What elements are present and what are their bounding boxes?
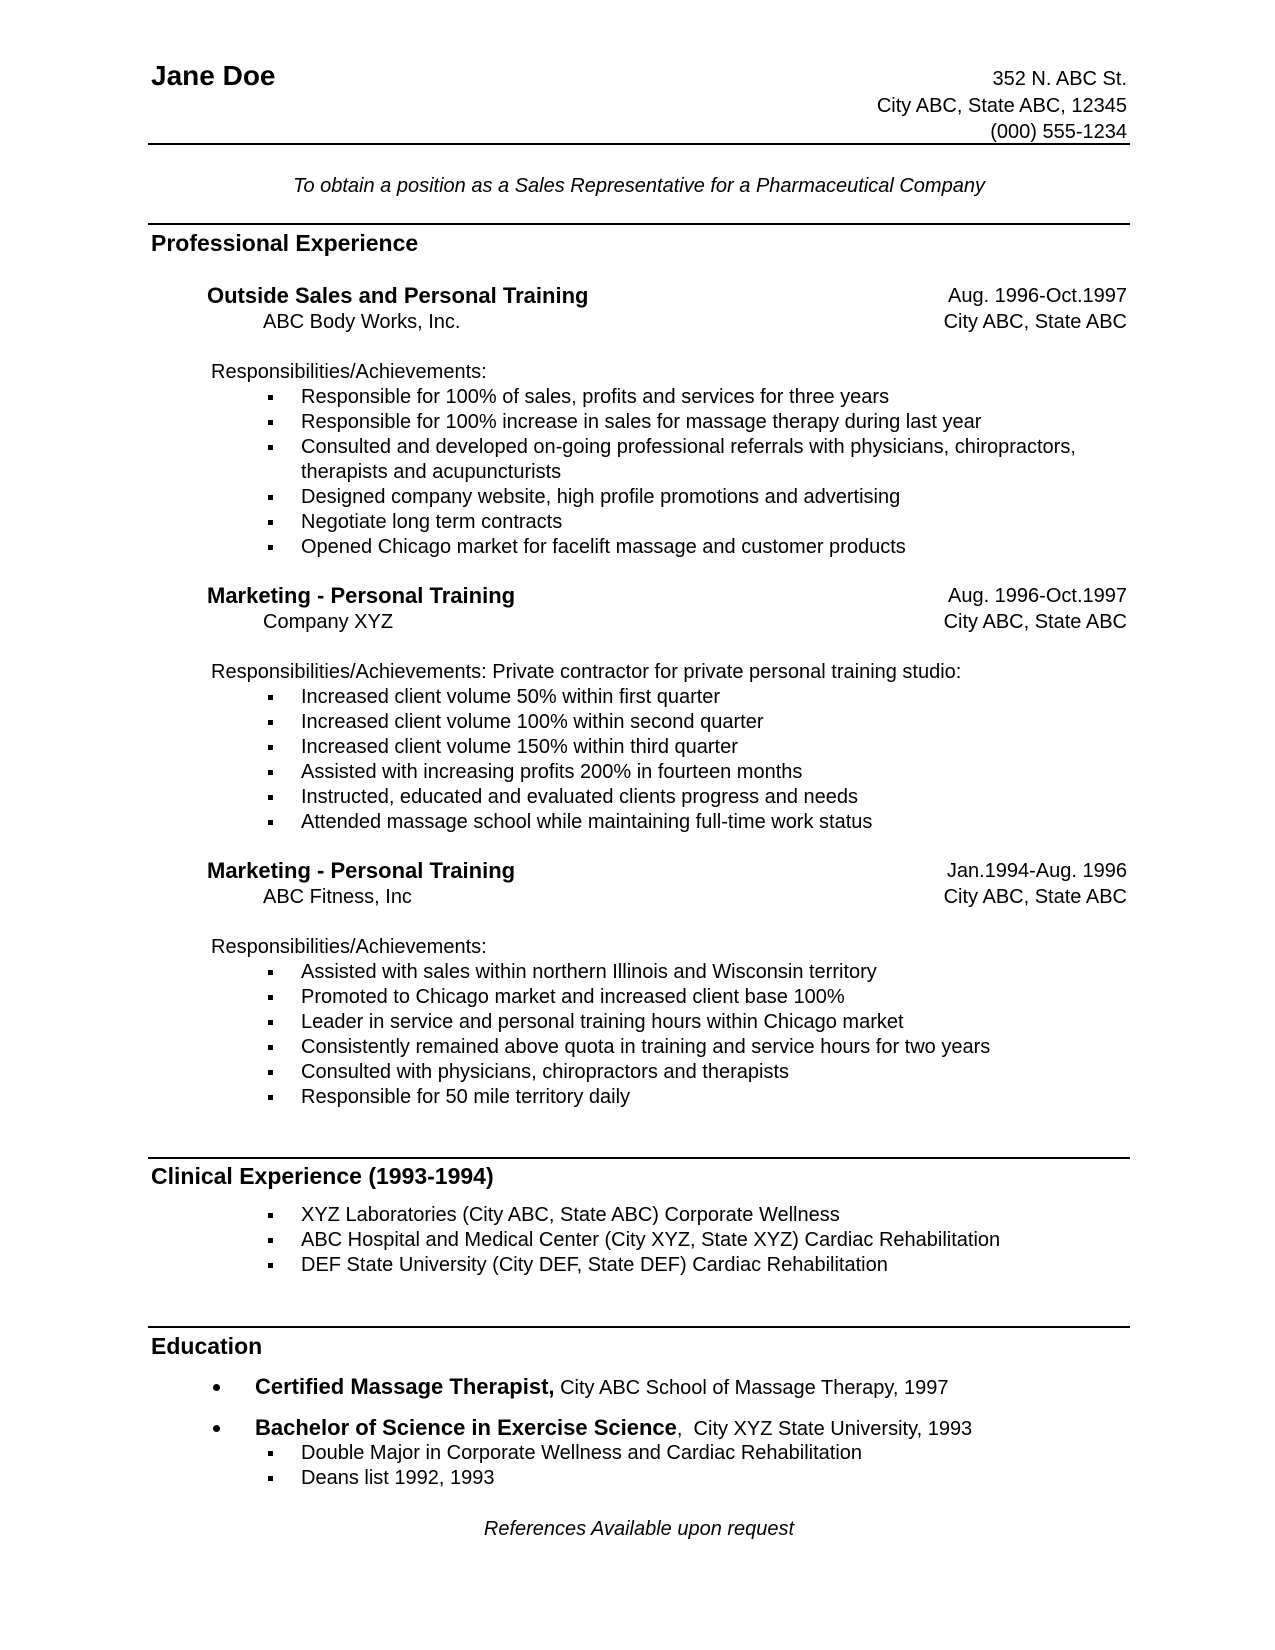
- job-location: City ABC, State ABC: [943, 311, 1127, 333]
- bullet-square-icon: [268, 770, 273, 775]
- bullet-square-icon: [268, 420, 273, 425]
- company-name: Company XYZ: [263, 611, 394, 633]
- references-note: References Available upon request: [483, 1518, 795, 1540]
- job-title: Marketing - Personal Training: [207, 583, 516, 608]
- education-item: [255, 1416, 972, 1441]
- address-line1: 352 N. ABC St.: [992, 68, 1127, 90]
- company-name: ABC Fitness, Inc: [263, 886, 412, 908]
- list-item: Responsible for 50 mile territory daily: [301, 1086, 631, 1108]
- list-item: Instructed, educated and evaluated clients progress and needs: [301, 786, 859, 808]
- degree-detail: , City XYZ State University, 1993: [676, 1418, 973, 1440]
- list-item: Assisted with sales within northern Illinois and Wisconsin territory: [301, 961, 877, 983]
- bullet-square-icon: [268, 1238, 273, 1243]
- section-divider: [148, 1326, 1130, 1328]
- bullet-square-icon: [268, 795, 273, 800]
- bullet-square-icon: [268, 745, 273, 750]
- bullet-square-icon: [268, 720, 273, 725]
- bullet-square-icon: [268, 820, 273, 825]
- list-item: Designed company website, high profile promotions and advertising: [301, 486, 901, 508]
- section-heading-professional: Professional Experience: [151, 230, 419, 256]
- section-divider: [148, 1157, 1130, 1159]
- list-item: therapists and acupuncturists: [301, 461, 562, 483]
- bullet-square-icon: [268, 995, 273, 1000]
- list-item: Deans list 1992, 1993: [301, 1467, 495, 1489]
- bullet-square-icon: [268, 1045, 273, 1050]
- education-item: [255, 1375, 948, 1400]
- list-item: Increased client volume 50% within first quarter: [301, 686, 721, 708]
- list-item: ABC Hospital and Medical Center (City XYZ, State XYZ) Cardiac Rehabilitation: [301, 1229, 1001, 1251]
- phone-number: (000) 555-1234: [990, 121, 1127, 143]
- job-location: City ABC, State ABC: [943, 886, 1127, 908]
- bullet-square-icon: [268, 1263, 273, 1268]
- bullet-square-icon: [268, 1095, 273, 1100]
- bullet-square-icon: [268, 520, 273, 525]
- degree-name: Certified Massage Therapist,: [255, 1374, 555, 1399]
- section-heading-clinical: Clinical Experience (1993-1994): [151, 1163, 494, 1189]
- applicant-name: Jane Doe: [151, 60, 276, 91]
- list-item: Responsible for 100% increase in sales for massage therapy during last year: [301, 411, 982, 433]
- bullet-square-icon: [268, 495, 273, 500]
- degree-detail: City ABC School of Massage Therapy, 1997: [554, 1377, 949, 1399]
- list-item: Opened Chicago market for facelift massage and customer products: [301, 536, 906, 558]
- list-item: Leader in service and personal training hours within Chicago market: [301, 1011, 904, 1033]
- job-dates: Aug. 1996-Oct.1997: [947, 585, 1127, 607]
- objective: To obtain a position as a Sales Representative for a Pharmaceutical Company: [293, 175, 985, 197]
- list-item: Increased client volume 150% within third quarter: [301, 736, 738, 758]
- list-item: Consulted and developed on-going professional referrals with physicians, chiropractors,: [301, 436, 1076, 458]
- job-location: City ABC, State ABC: [943, 611, 1127, 633]
- list-item: Increased client volume 100% within second quarter: [301, 711, 764, 733]
- bullet-square-icon: [268, 1476, 273, 1481]
- list-item: Responsible for 100% of sales, profits and services for three years: [301, 386, 890, 408]
- company-name: ABC Body Works, Inc.: [263, 311, 461, 333]
- bullet-square-icon: [268, 395, 273, 400]
- job-title: Marketing - Personal Training: [207, 858, 516, 883]
- section-heading-education: Education: [151, 1333, 263, 1359]
- bullet-square-icon: [268, 970, 273, 975]
- job-dates: Aug. 1996-Oct.1997: [947, 285, 1127, 307]
- list-item: Consulted with physicians, chiropractors and therapists: [301, 1061, 790, 1083]
- list-item: DEF State University (City DEF, State DEF) Cardiac Rehabilitation: [301, 1254, 888, 1276]
- bullet-square-icon: [268, 1213, 273, 1218]
- list-item: Attended massage school while maintaining full-time work status: [301, 811, 873, 833]
- bullet-dot-icon: [213, 1425, 220, 1432]
- section-divider: [148, 143, 1130, 145]
- degree-name: Bachelor of Science in Exercise Science: [255, 1415, 677, 1440]
- responsibilities-label: Responsibilities/Achievements:: [211, 361, 487, 383]
- bullet-square-icon: [268, 695, 273, 700]
- list-item: Negotiate long term contracts: [301, 511, 563, 533]
- responsibilities-label: Responsibilities/Achievements:: [211, 936, 487, 958]
- bullet-square-icon: [268, 1451, 273, 1456]
- address-line2: City ABC, State ABC, 12345: [876, 95, 1127, 117]
- list-item: Assisted with increasing profits 200% in fourteen months: [301, 761, 803, 783]
- bullet-dot-icon: [213, 1384, 220, 1391]
- section-divider: [148, 223, 1130, 225]
- job-title: Outside Sales and Personal Training: [207, 283, 589, 308]
- bullet-square-icon: [268, 1070, 273, 1075]
- bullet-square-icon: [268, 445, 273, 450]
- list-item: Double Major in Corporate Wellness and Cardiac Rehabilitation: [301, 1442, 863, 1464]
- bullet-square-icon: [268, 1020, 273, 1025]
- job-dates: Jan.1994-Aug. 1996: [946, 860, 1127, 882]
- list-item: XYZ Laboratories (City ABC, State ABC) Corporate Wellness: [301, 1204, 840, 1226]
- list-item: Consistently remained above quota in training and service hours for two years: [301, 1036, 991, 1058]
- list-item: Promoted to Chicago market and increased client base 100%: [301, 986, 845, 1008]
- responsibilities-label: Responsibilities/Achievements: Private contractor for private personal training studio:: [211, 661, 962, 683]
- bullet-square-icon: [268, 545, 273, 550]
